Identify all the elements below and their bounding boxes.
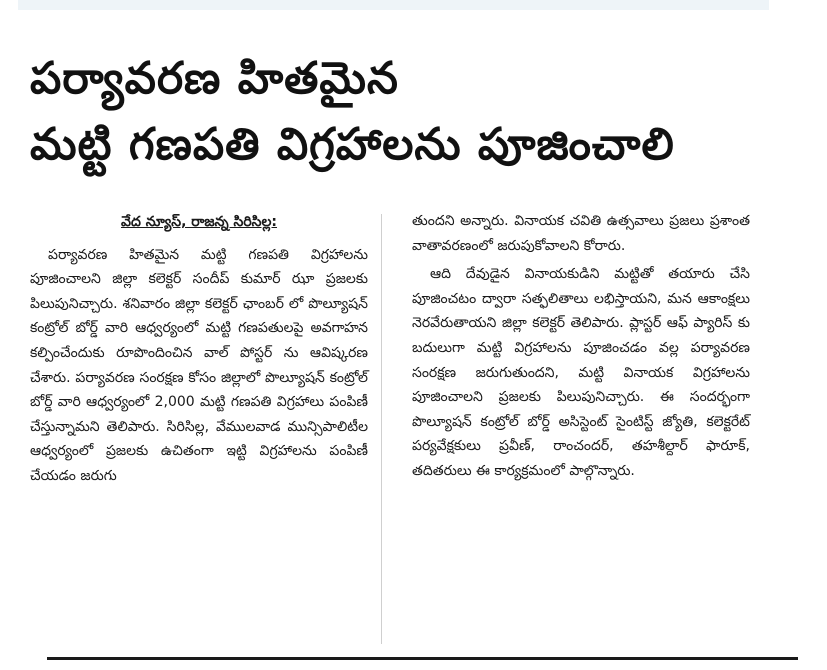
- headline-line-2: మట్టి గణపతి విగ్రహాలను పూజించాలి: [30, 119, 675, 170]
- headline: [30, 46, 810, 178]
- headline-line-1: పర్యావరణ హితమైన: [30, 53, 399, 104]
- article-paragraph-continued: తుందని అన్నారు. వినాయక చవితి ఉత్సవాలు ప్రజలు ప్రశాంత వాతావరణంలో జరుపుకోవాలని కోరారు.: [412, 213, 750, 254]
- top-strip: [18, 0, 769, 10]
- article-left-column: [30, 210, 368, 489]
- column-divider: [381, 214, 382, 644]
- byline: వేద న్యూస్, రాజన్న సిరిసిల్ల:: [120, 214, 278, 230]
- article-paragraph: పర్యావరణ హితమైన మట్టి గణపతి విగ్రహాలను పూజించాలని జిల్లా కలెక్టర్ సందీప్ కుమార్ ఝా ప్రజలకు పిలుపునిచ్చారు. శనివారం జిల్లా కలెక్టర్ ఛాంబర్ లో పొల్యూషన్ కంట్రోల్ బోర్డ్ వారి ఆధ్వర్యంలో మట్టి గణపతులపై అవగాహన కల్పించేందుకు రూపొందించిన వాల్ పోస్టర్ ను ఆవిష్కరణ చేశారు. పర్యావరణ సంరక్షణ కోసం జిల్లాలో పొల్యూషన్ కంట్రోల్ బోర్డ్ వారి ఆధ్వర్యంలో 2,000 మట్టి గణపతి విగ్రహాలు పంపిణీ చేస్తున్నామని తెలిపారు. సిరిసిల్ల, వేములవాడ మున్సిపాలిటీల ఆధ్వర్యంలో ప్రజలకు ఉచితంగా ఇట్టి విగ్రహాలను పంపిణీ చేయడం జరుగు: [30, 246, 369, 484]
- article-paragraph: ఆది దేవుడైన వినాయకుడిని మట్టితో తయారు చేసి పూజించటం ద్వారా సత్ఫలితాలు లభిస్తాయని, మన ఆకాంక్షలు నెరవేరుతాయని జిల్లా కలెక్టర్ తెలిపారు. ప్లాస్టర్ ఆఫ్ ప్యారిస్ కు బదులుగా మట్టి విగ్రహాలను పూజించడం వల్ల పర్యావరణ సంరక్షణ జరుగుతుందని, మట్టి వినాయక విగ్రహాలను పూజించాలని ప్రజలకు పిలుపునిచ్చారు. ఈ సందర్భంగా పొల్యూషన్ కంట్రోల్ బోర్డ్ అసిస్టెంట్ సైంటిస్ట్ జ్యోతి, కలెక్టరేట్ పర్యవేక్షకులు ప్రవీణ్, రాంచందర్, తహశీల్దార్ ఫారూక్, తదితరులు ఈ కార్యక్రమంలో పాల్గొన్నారు.: [412, 266, 750, 479]
- article-right-column: [412, 209, 750, 484]
- bottom-rule: [47, 657, 798, 660]
